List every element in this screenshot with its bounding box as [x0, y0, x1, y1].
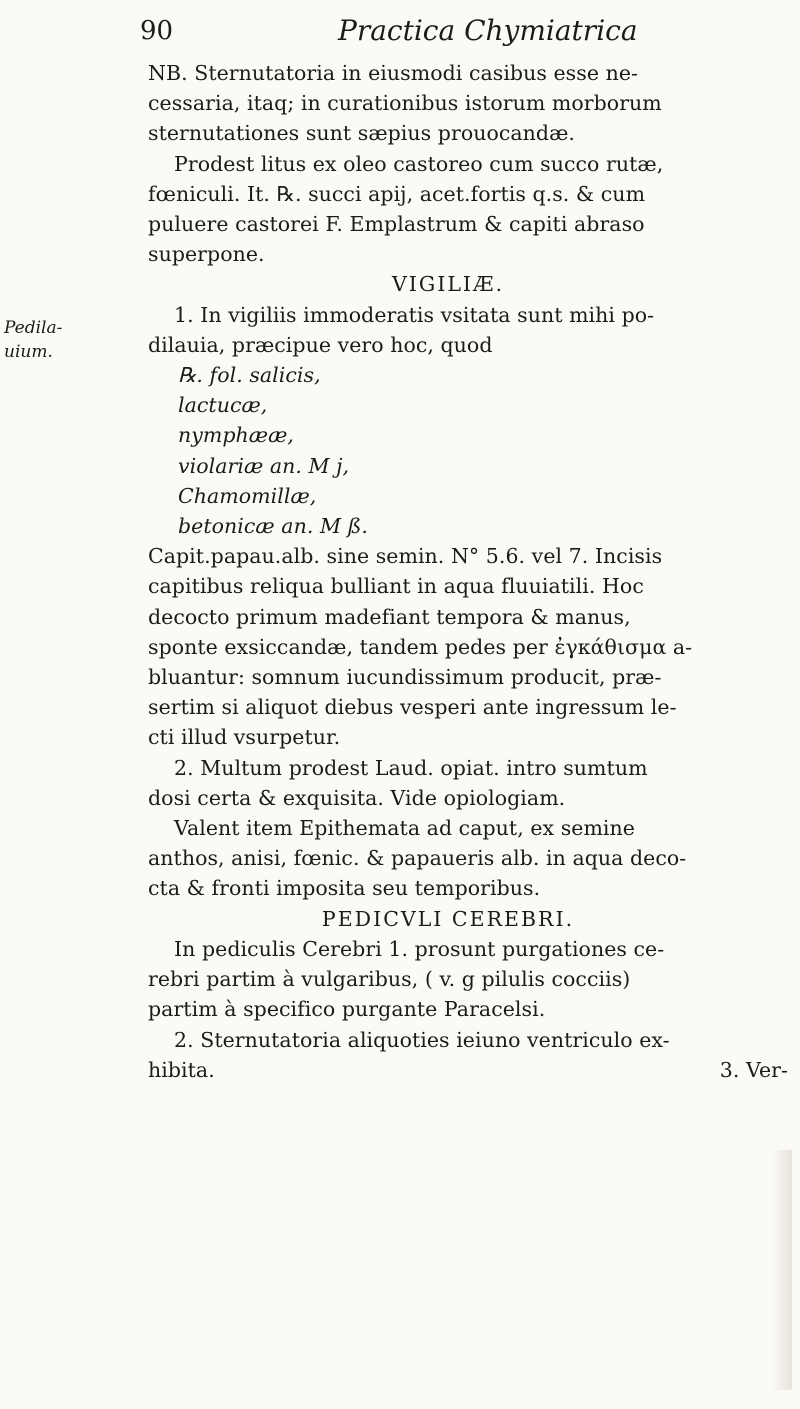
- section-heading: VIGILIÆ.: [391, 272, 505, 297]
- section-heading: PEDICVLI CEREBRI.: [321, 906, 575, 931]
- catchword: 3. Ver-: [719, 1057, 788, 1082]
- text-line: Prodest litus ex oleo castoreo cum succo rutæ,: [174, 151, 664, 176]
- recipe-ingredient: Chamomillæ,: [178, 483, 317, 508]
- text-line: superpone.: [148, 242, 265, 267]
- page-number: 90: [140, 16, 174, 46]
- text-line: bluantur: somnum iucundissimum producit, præ-: [148, 665, 662, 690]
- text-line: 1. In vigiliis immoderatis vsitata sunt mihi po-: [174, 302, 655, 327]
- recipe-ingredient: betonicæ an. M ß.: [178, 514, 368, 539]
- text-line: partim à specifico purgante Paracelsi.: [148, 997, 546, 1022]
- paper-edge-shadow: [772, 1150, 792, 1390]
- text-line: cta & fronti imposita seu temporibus.: [148, 876, 541, 901]
- margin-note-line: uium.: [4, 342, 53, 362]
- recipe-ingredient: nymphææ,: [178, 423, 295, 448]
- text-line: anthos, anisi, fœnic. & papaueris alb. in aqua deco-: [148, 846, 687, 871]
- text-line: fœniculi. It. ℞. succi apij, acet.fortis q.s. & cum: [148, 181, 646, 206]
- recipe-ingredient: lactucæ,: [178, 393, 268, 418]
- text-line: Valent item Epithemata ad caput, ex semine: [174, 816, 635, 841]
- text-line: dosi certa & exquisita. Vide opiologiam.: [148, 785, 566, 810]
- text-line: sertim si aliquot diebus vesperi ante ingressum le-: [148, 695, 677, 720]
- text-line: dilauia, præcipue vero hoc, quod: [148, 332, 493, 357]
- text-line: Capit.papau.alb. sine semin. N° 5.6. vel 7. Incisis: [148, 544, 663, 569]
- running-title: Practica Chymiatrica: [338, 14, 638, 47]
- text-line: 2. Multum prodest Laud. opiat. intro sumtum: [174, 755, 648, 780]
- text-line: NB. Sternutatoria in eiusmodi casibus esse ne-: [148, 61, 638, 85]
- recipe-ingredient: ℞. fol. salicis,: [178, 363, 321, 388]
- text-line: rebri partim à vulgaribus, ( v. g pilulis cocciis): [148, 967, 631, 992]
- text-fragment: hibita.: [148, 1057, 215, 1082]
- margin-note: [4, 316, 94, 364]
- text-body: [148, 58, 788, 1085]
- text-line: puluere castorei F. Emplastrum & capiti abraso: [148, 212, 645, 237]
- text-line: 2. Sternutatoria aliquoties ieiuno ventriculo ex-: [174, 1027, 670, 1052]
- text-line: In pediculis Cerebri 1. prosunt purgationes ce-: [174, 936, 665, 961]
- last-line: [148, 1055, 788, 1085]
- text-line: sternutationes sunt sæpius prouocandæ.: [148, 121, 575, 146]
- text-line: cti illud vsurpetur.: [148, 725, 341, 750]
- recipe-ingredient: violariæ an. M j,: [178, 453, 350, 478]
- text-line: decocto primum madefiant tempora & manus,: [148, 604, 631, 629]
- page-header: [140, 14, 700, 54]
- text-line: sponte exsiccandæ, tandem pedes per ἐγκάθισμα a-: [148, 634, 693, 659]
- text-line: capitibus reliqua bulliant in aqua fluuiatili. Hoc: [148, 574, 644, 599]
- margin-note-line: Pedila-: [4, 318, 63, 338]
- text-line: cessaria, itaq; in curationibus istorum morborum: [148, 91, 662, 116]
